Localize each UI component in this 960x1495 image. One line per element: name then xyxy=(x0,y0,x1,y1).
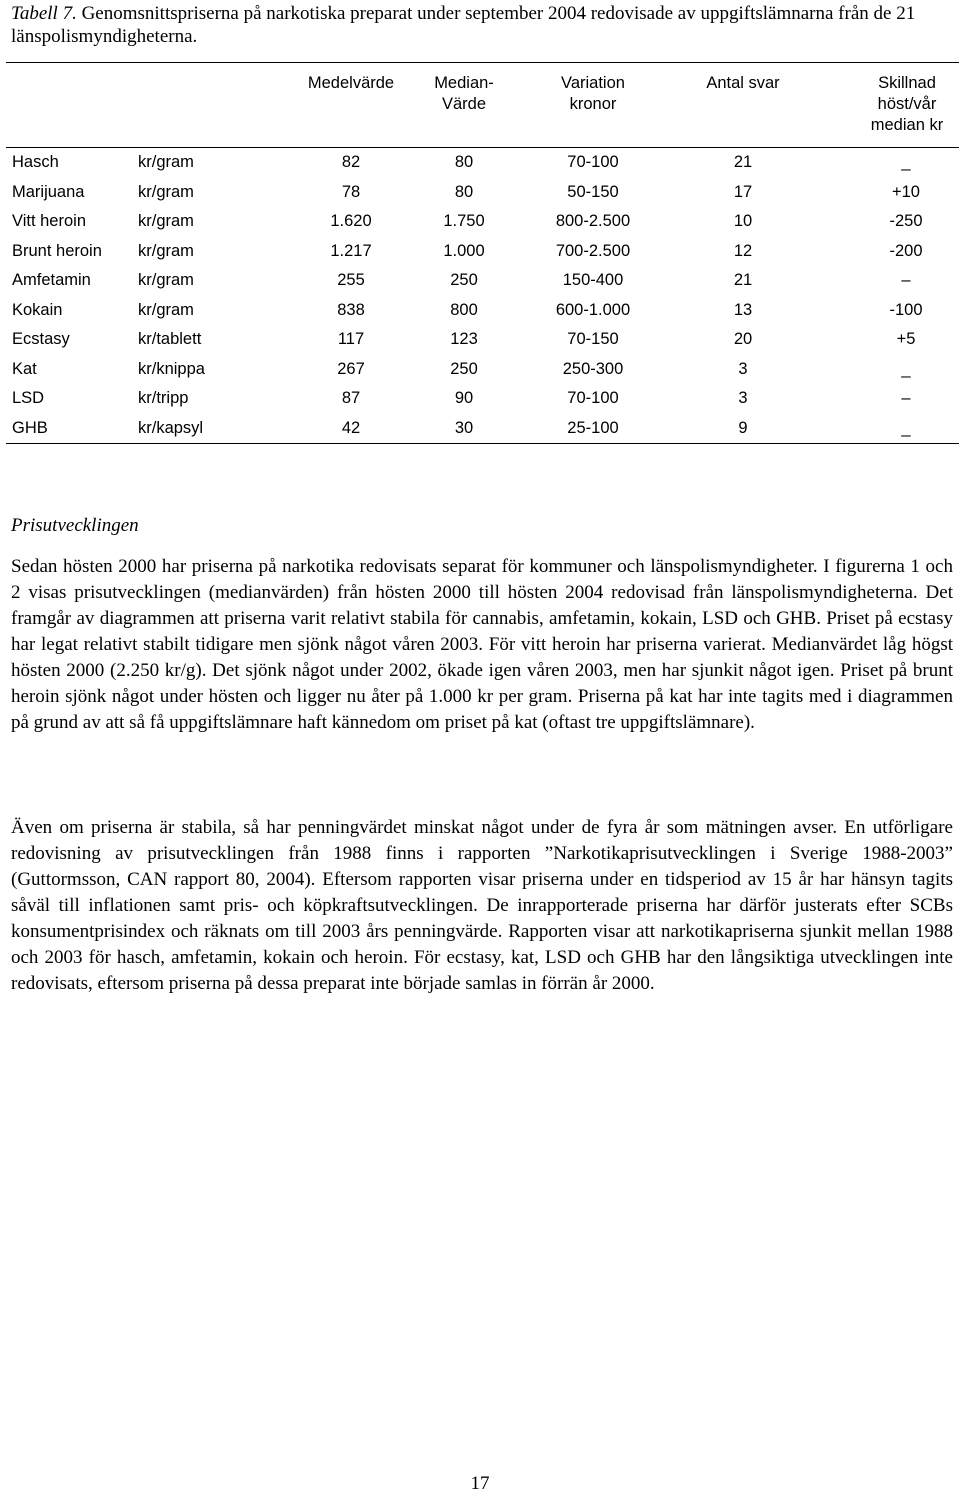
row-mean: 82 xyxy=(341,153,361,171)
row-name: Kat xyxy=(12,359,37,378)
row-name: LSD xyxy=(12,389,45,407)
row-variation: 700-2.500 xyxy=(555,241,631,260)
table-row xyxy=(6,148,959,177)
row-difference: – xyxy=(901,389,911,407)
row-median: 1.000 xyxy=(443,241,485,260)
table-row xyxy=(6,325,959,354)
header-variation: Variation kronor xyxy=(561,74,625,113)
row-unit: kr/gram xyxy=(138,241,194,260)
row-mean: 267 xyxy=(337,359,365,378)
row-unit: kr/gram xyxy=(138,271,194,289)
row-median: 250 xyxy=(450,359,478,378)
table-row xyxy=(6,266,959,295)
row-answers: 21 xyxy=(733,153,753,171)
row-variation: 70-100 xyxy=(567,389,619,407)
row-mean: 117 xyxy=(337,330,365,348)
row-name: Vitt heroin xyxy=(12,212,86,230)
row-variation: 150-400 xyxy=(562,271,624,289)
caption-label: Tabell 7. xyxy=(11,3,77,24)
row-answers: 9 xyxy=(738,418,748,437)
row-mean: 87 xyxy=(341,389,361,407)
row-difference: -100 xyxy=(889,300,923,319)
row-answers: 3 xyxy=(738,359,748,378)
row-difference: -250 xyxy=(889,212,923,230)
row-difference: _ xyxy=(901,153,911,171)
row-unit: kr/tablett xyxy=(138,330,202,348)
page-number: 17 xyxy=(470,1473,490,1494)
row-mean: 1.217 xyxy=(330,241,372,260)
row-name: Ecstasy xyxy=(12,330,70,348)
row-answers: 3 xyxy=(738,389,748,407)
row-variation: 70-150 xyxy=(567,330,619,348)
row-unit: kr/knippa xyxy=(138,359,205,378)
row-variation: 25-100 xyxy=(567,418,619,437)
row-answers: 20 xyxy=(733,330,753,348)
row-unit: kr/gram xyxy=(138,212,194,230)
row-unit: kr/tripp xyxy=(138,389,189,407)
section-heading: Prisutvecklingen xyxy=(11,515,139,536)
caption-text: Genomsnittspriserna på narkotiska preparat under september 2004 redovisade av uppgiftslämnarna från de 21 länspolismyndigheterna. xyxy=(11,3,916,47)
row-median: 30 xyxy=(454,418,474,437)
row-answers: 10 xyxy=(733,212,753,230)
table-row xyxy=(6,207,959,236)
price-table xyxy=(6,62,959,444)
row-name: GHB xyxy=(12,418,48,437)
row-unit: kr/gram xyxy=(138,300,194,319)
row-difference: -200 xyxy=(889,241,923,260)
row-median: 80 xyxy=(454,182,474,201)
table-row xyxy=(6,296,959,325)
table-row xyxy=(6,414,959,443)
row-name: Kokain xyxy=(12,300,63,319)
header-mean: Medelvärde xyxy=(307,74,395,92)
row-variation: 70-100 xyxy=(567,153,619,171)
row-difference: _ xyxy=(901,359,911,378)
row-mean: 838 xyxy=(337,300,365,319)
row-unit: kr/gram xyxy=(138,153,194,171)
row-median: 123 xyxy=(450,330,478,348)
row-mean: 78 xyxy=(341,182,361,201)
header-answers: Antal svar xyxy=(706,74,780,92)
row-variation: 800-2.500 xyxy=(555,212,631,230)
row-difference: +10 xyxy=(892,182,920,201)
row-median: 800 xyxy=(450,300,478,319)
row-difference: _ xyxy=(901,418,911,437)
table-caption xyxy=(11,2,941,48)
row-difference: +5 xyxy=(896,330,916,348)
row-name: Hasch xyxy=(12,153,59,171)
row-mean: 42 xyxy=(341,418,361,437)
row-answers: 12 xyxy=(733,241,753,260)
row-answers: 17 xyxy=(733,182,753,201)
row-median: 90 xyxy=(454,389,474,407)
row-unit: kr/kapsyl xyxy=(138,418,204,437)
row-name: Amfetamin xyxy=(12,271,91,289)
row-name: Marijuana xyxy=(12,182,85,201)
row-mean: 1.620 xyxy=(330,212,372,230)
table-row xyxy=(6,178,959,207)
paragraph-2: Även om priserna är stabila, så har penningvärdet minskat något under de fyra år som mätningen avser. En utförligare redovisning av prisutvecklingen från 1988 finns i rapporten ”Narkotikaprisutvecklingen i Sverige 1988-2003” (Guttormsson, CAN rapport 80, 2004). Eftersom rapporten visar priserna under en tidsperiod av 15 år har hänsyn tagits såväl till inflationen samt pris- och köpkraftsutvecklingen. De inrapporterade priserna har därför justerats efter SCBs konsumentprisindex och räknats om till 2003 års penningvärde. Rapporten visar att narkotikapriserna sjunkit mellan 1988 och 2003 för hasch, amfetamin, kokain och heroin. För ecstasy, kat, LSD och GHB har den långsiktiga utvecklingen inte redovisats, eftersom priserna på dessa preparat inte började samlas in förrän år 2000. xyxy=(11,817,953,994)
row-name: Brunt heroin xyxy=(12,241,102,260)
row-answers: 21 xyxy=(733,271,753,289)
row-variation: 600-1.000 xyxy=(555,300,631,319)
header-median: Median- Värde xyxy=(434,74,494,113)
row-median: 80 xyxy=(454,153,474,171)
paragraph-1: Sedan hösten 2000 har priserna på narkotika redovisats separat för kommuner och länspolismyndigheter. I figurerna 1 och 2 visas prisutvecklingen (medianvärden) från hösten 2000 till hösten 2004 redovisad från länspolismyndigheterna. Det framgår av diagrammen att priserna varit relativt stabila för cannabis, amfetamin, kokain, LSD och GHB. Priset på ecstasy har legat relativt stabilt tidigare men sjönk något våren 2003. För vitt heroin har priserna varierat. Medianvärdet låg högst hösten 2000 (2.250 kr/g). Det sjönk något under 2002, ökade igen våren 2003, men har sjunkit något igen. Priset på brunt heroin sjönk något under hösten och ligger nu åter på 1.000 kr per gram. Priserna på kat har inte tagits med i diagrammen på grund av att så få uppgiftslämnare haft kännedom om priset på kat (oftast tre uppgiftslämnare). xyxy=(11,556,953,733)
row-median: 1.750 xyxy=(443,212,485,230)
row-answers: 13 xyxy=(733,300,753,319)
row-variation: 250-300 xyxy=(562,359,624,378)
table-row xyxy=(6,237,959,266)
row-mean: 255 xyxy=(337,271,365,289)
row-variation: 50-150 xyxy=(567,182,619,201)
table-row xyxy=(6,355,959,384)
table-row xyxy=(6,384,959,413)
row-difference: – xyxy=(901,271,911,289)
header-difference: Skillnad höst/vår median kr xyxy=(870,74,944,134)
row-unit: kr/gram xyxy=(138,182,194,201)
row-median: 250 xyxy=(450,271,478,289)
